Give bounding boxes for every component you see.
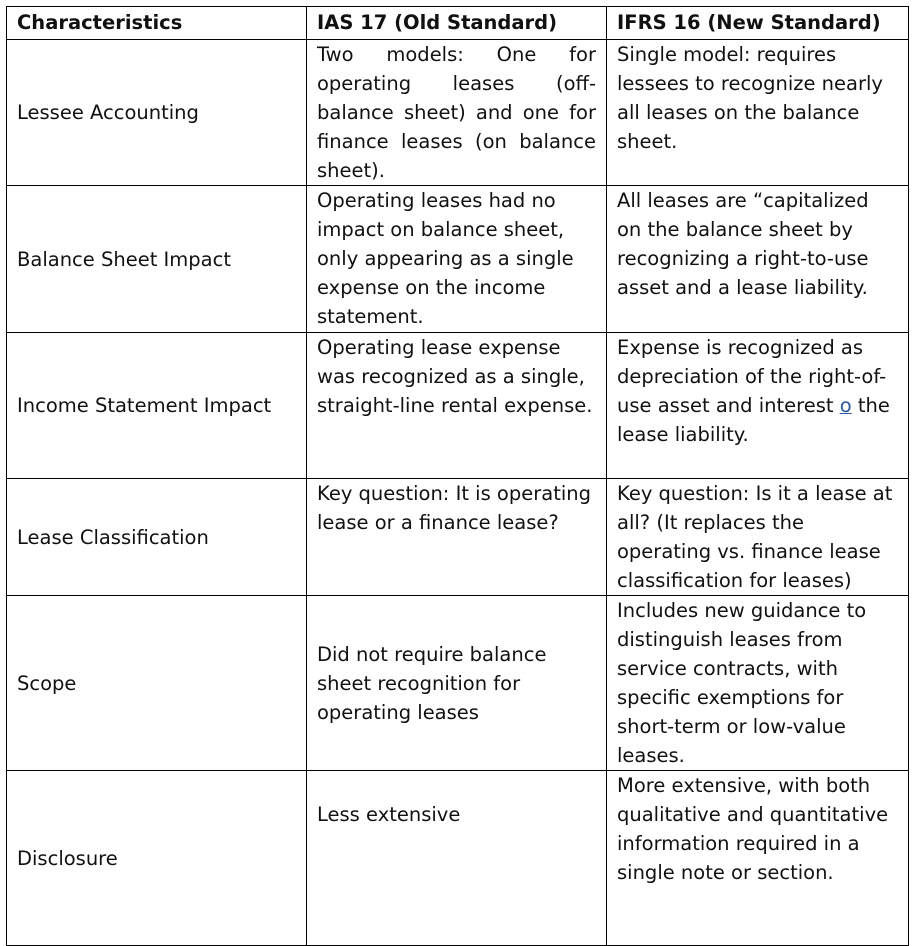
ias17-lessee-accounting: Two models: One for operating leases (off-balance sheet) and one for finance leases (on balance sheet). <box>307 40 607 186</box>
header-characteristics: Characteristics <box>7 7 307 40</box>
row-label-lessee-accounting: Lessee Accounting <box>7 40 307 186</box>
row-label-disclosure: Disclosure <box>7 771 307 946</box>
ias17-lease-classification: Key question: It is operating lease or a finance lease? <box>307 479 607 596</box>
ifrs16-lessee-accounting: Single model: requires lessees to recognize nearly all leases on the balance sheet. <box>607 40 909 186</box>
comparison-table-wrapper <box>6 6 908 946</box>
row-label-income-statement-impact: Income Statement Impact <box>7 333 307 479</box>
ias17-balance-sheet-impact: Operating leases had no impact on balance sheet, only appearing as a single expense on the income statement. <box>307 186 607 333</box>
ifrs16-income-text-end: the lease liability. <box>617 394 890 446</box>
ifrs16-income-text-start: Expense is recognized as depreciation of the right-of-use asset and interest <box>617 336 887 417</box>
ias17-disclosure: Less extensive <box>307 771 607 946</box>
ifrs16-balance-sheet-impact: All leases are “capitalized on the balance sheet by recognizing a right-to-use asset and a lease liability. <box>607 186 909 333</box>
ias17-scope: Did not require balance sheet recognition for operating leases <box>307 596 607 771</box>
row-label-balance-sheet-impact: Balance Sheet Impact <box>7 186 307 333</box>
row-label-lease-classification: Lease Classification <box>7 479 307 596</box>
table-row <box>7 333 909 479</box>
ias17-vs-ifrs16-table <box>6 6 909 946</box>
ifrs16-scope: Includes new guidance to distinguish leases from service contracts, with specific exemptions for short-term or low-value leases. <box>607 596 909 771</box>
ias17-income-statement-impact: Operating lease expense was recognized as a single, straight-line rental expense. <box>307 333 607 479</box>
ifrs16-income-statement-impact <box>607 333 909 479</box>
ifrs16-lease-classification: Key question: Is it a lease at all? (It replaces the operating vs. finance lease classification for leases) <box>607 479 909 596</box>
table-row <box>7 479 909 596</box>
table-row <box>7 596 909 771</box>
table-row <box>7 40 909 186</box>
row-label-scope: Scope <box>7 596 307 771</box>
header-ifrs16: IFRS 16 (New Standard) <box>607 7 909 40</box>
ifrs16-disclosure: More extensive, with both qualitative and quantitative information required in a single note or section. <box>607 771 909 946</box>
header-row <box>7 7 909 40</box>
table-row <box>7 771 909 946</box>
hyperlink-o[interactable]: o <box>839 394 852 417</box>
header-ias17: IAS 17 (Old Standard) <box>307 7 607 40</box>
table-row <box>7 186 909 333</box>
